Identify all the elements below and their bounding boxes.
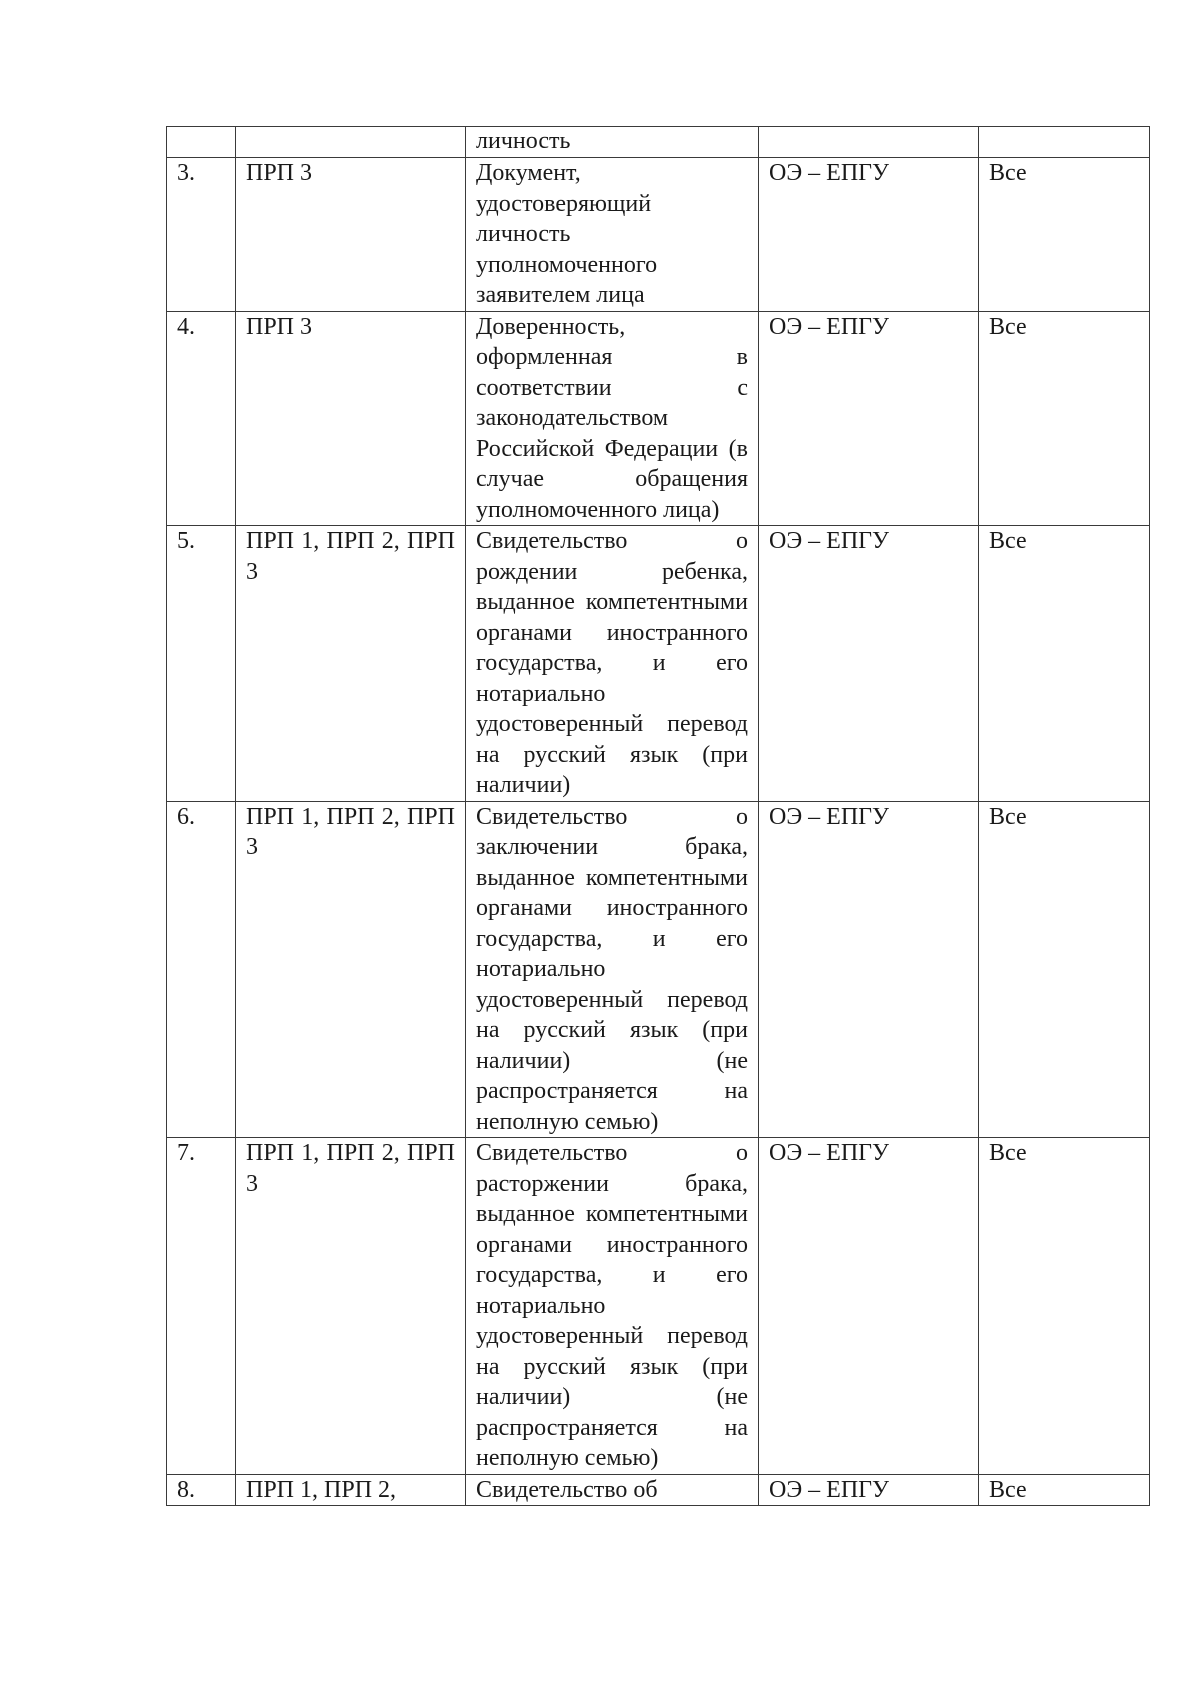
applies-to: Все [979, 801, 1150, 1138]
applicant-category: ПРП 1, ПРП 2, ПРП 3 [236, 1138, 466, 1475]
table-row [167, 127, 1150, 158]
applicant-category: ПРП 3 [236, 158, 466, 312]
submission-method: ОЭ – ЕПГУ [759, 158, 979, 312]
table-row [167, 311, 1150, 526]
row-number: 6. [167, 801, 236, 1138]
applies-to: Все [979, 526, 1150, 802]
row-number [167, 127, 236, 158]
submission-method [759, 127, 979, 158]
applies-to [979, 127, 1150, 158]
document-name: Свидетельство об [466, 1474, 759, 1506]
submission-method: ОЭ – ЕПГУ [759, 1138, 979, 1475]
applicant-category: ПРП 1, ПРП 2, ПРП 3 [236, 526, 466, 802]
document-name: Свидетельство о рождении ребенка, выданное компетентными органами иностранного государства, и его нотариально удостоверенный перевод на русский язык (при наличии) [466, 526, 759, 802]
row-number: 8. [167, 1474, 236, 1506]
applies-to: Все [979, 1474, 1150, 1506]
document-name: личность [466, 127, 759, 158]
row-number: 3. [167, 158, 236, 312]
submission-method: ОЭ – ЕПГУ [759, 311, 979, 526]
applies-to: Все [979, 158, 1150, 312]
table-row [167, 1474, 1150, 1506]
submission-method: ОЭ – ЕПГУ [759, 801, 979, 1138]
applies-to: Все [979, 1138, 1150, 1475]
submission-method: ОЭ – ЕПГУ [759, 1474, 979, 1506]
row-number: 4. [167, 311, 236, 526]
table-row [167, 526, 1150, 802]
applicant-category: ПРП 1, ПРП 2, ПРП 3 [236, 801, 466, 1138]
applicant-category: ПРП 1, ПРП 2, [236, 1474, 466, 1506]
table-row [167, 801, 1150, 1138]
table-row [167, 1138, 1150, 1475]
document-name: Доверенность, оформленная в соответствии с законодательством Российской Федерации (в случае обращения уполномоченного лица) [466, 311, 759, 526]
row-number: 7. [167, 1138, 236, 1475]
submission-method: ОЭ – ЕПГУ [759, 526, 979, 802]
document-name: Свидетельство о заключении брака, выданное компетентными органами иностранного государства, и его нотариально удостоверенный перевод на русский язык (при наличии) (не распространяется на неполную семью) [466, 801, 759, 1138]
document-name: Документ, удостоверяющий личность уполномоченного заявителем лица [466, 158, 759, 312]
row-number: 5. [167, 526, 236, 802]
applies-to: Все [979, 311, 1150, 526]
applicant-category: ПРП 3 [236, 311, 466, 526]
documents-table [166, 126, 1150, 1506]
document-name: Свидетельство о расторжении брака, выданное компетентными органами иностранного государства, и его нотариально удостоверенный перевод на русский язык (при наличии) (не распространяется на неполную семью) [466, 1138, 759, 1475]
applicant-category [236, 127, 466, 158]
table-row [167, 158, 1150, 312]
